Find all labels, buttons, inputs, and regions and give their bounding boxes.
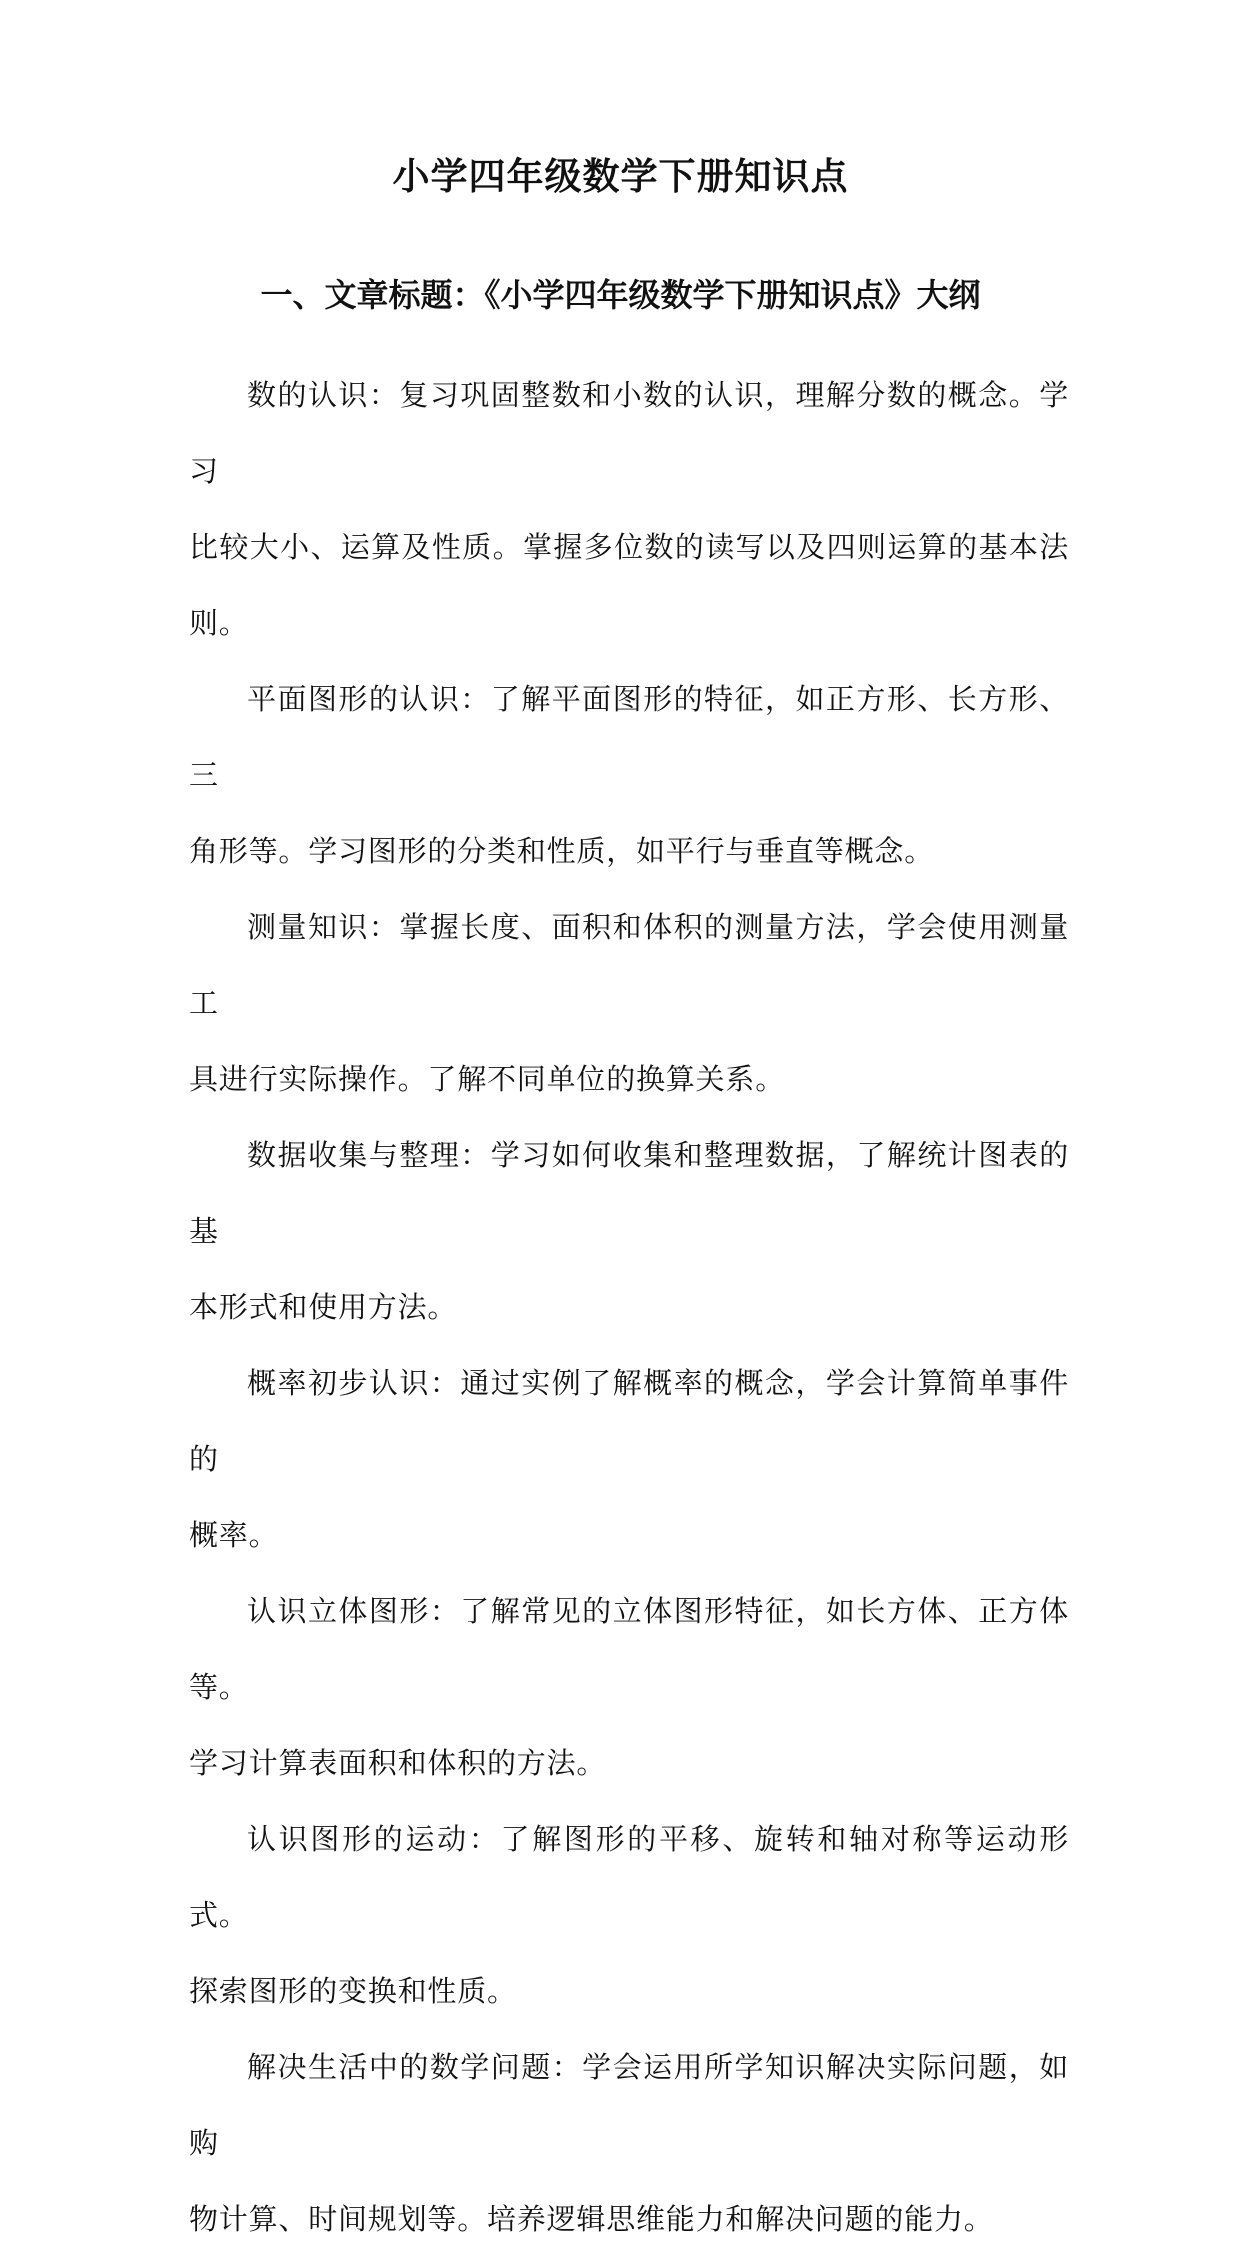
paragraph-line: 探索图形的变换和性质。	[189, 1974, 517, 2008]
paragraph-figure-motion	[189, 1801, 1069, 2029]
paragraph-line: 认识立体图形：了解常见的立体图形特征，如长方体、正方体等。	[189, 1594, 1069, 1704]
body-text	[189, 357, 1069, 2257]
paragraph-probability	[189, 1345, 1069, 1573]
paragraph-measurement	[189, 889, 1069, 1117]
paragraph-line: 数的认识：复习巩固整数和小数的认识，理解分数的概念。学习	[189, 378, 1069, 488]
section-heading: 一、文章标题：《小学四年级数学下册知识点》大纲	[260, 276, 981, 314]
paragraph-line: 概率初步认识：通过实例了解概率的概念，学会计算简单事件的	[189, 1366, 1069, 1476]
paragraph-line: 学习计算表面积和体积的方法。	[189, 1746, 607, 1780]
document-title: 小学四年级数学下册知识点	[392, 154, 849, 198]
paragraph-line: 概率。	[189, 1518, 279, 1552]
paragraph-number-recognition	[189, 357, 1069, 661]
paragraph-line: 数据收集与整理：学习如何收集和整理数据，了解统计图表的基	[189, 1138, 1069, 1248]
paragraph-line: 本形式和使用方法。	[189, 1290, 458, 1324]
paragraph-data-collection	[189, 1117, 1069, 1345]
paragraph-line: 具进行实际操作。了解不同单位的换算关系。	[189, 1062, 786, 1096]
paragraph-line: 测量知识：掌握长度、面积和体积的测量方法，学会使用测量工	[189, 910, 1069, 1020]
paragraph-line: 比较大小、运算及性质。掌握多位数的读写以及四则运算的基本法则。	[189, 530, 1069, 640]
paragraph-line: 物计算、时间规划等。培养逻辑思维能力和解决问题的能力。	[189, 2202, 994, 2236]
paragraph-line: 解决生活中的数学问题：学会运用所学知识解决实际问题，如购	[189, 2050, 1069, 2160]
paragraph-problem-solving	[189, 2029, 1069, 2257]
paragraph-plane-figures	[189, 661, 1069, 889]
paragraph-line: 认识图形的运动：了解图形的平移、旋转和轴对称等运动形式。	[189, 1822, 1069, 1932]
paragraph-solid-figures	[189, 1573, 1069, 1801]
paragraph-line: 角形等。学习图形的分类和性质，如平行与垂直等概念。	[189, 834, 935, 868]
paragraph-line: 平面图形的认识：了解平面图形的特征，如正方形、长方形、三	[189, 682, 1069, 792]
